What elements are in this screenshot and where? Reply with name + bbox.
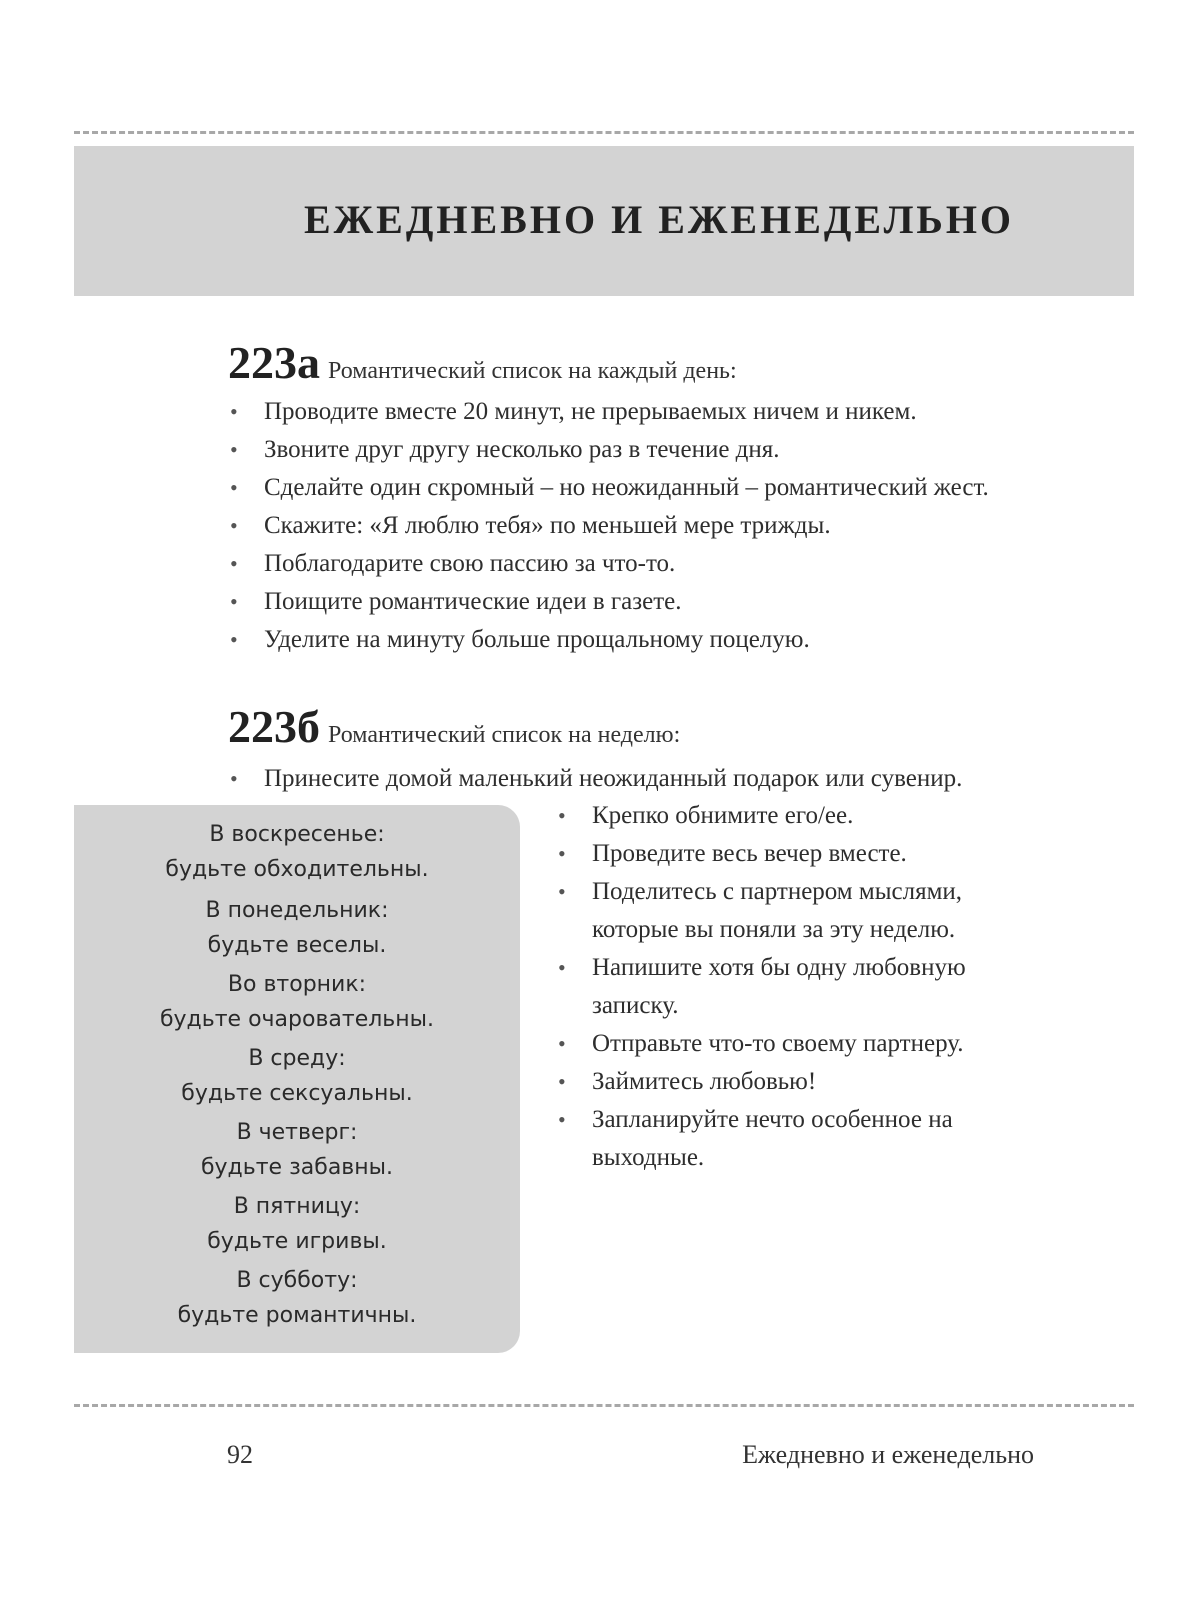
list-item: • Поищите романтические идеи в газете. [264,583,1044,621]
bullet-icon: • [558,879,566,904]
list-item: • Поблагодарите свою пассию за что-то. [264,545,1044,583]
sidebar-day-wednesday: В среду: будьте сексуальны. [181,1046,413,1106]
entry-b-number: 223б [228,701,320,752]
sidebar-day-saturday: В субботу: будьте романтичны. [177,1268,417,1328]
entry-a-number: 223а [228,337,320,388]
sidebar-day-thursday: В четверг: будьте забавны. [200,1120,394,1180]
bullet-icon: • [558,803,566,828]
daily-list [230,393,1044,659]
weekly-list-bottom [558,797,1032,1177]
entry-a-heading [228,336,737,389]
bullet-icon: • [558,1069,566,1094]
list-item: • Крепко обнимите его/ее. [592,797,1032,835]
weekday-sidebar [74,805,520,1353]
entry-b-heading [228,700,680,753]
bottom-dashed-rule [74,1404,1134,1407]
bullet-icon: • [558,1107,566,1132]
weekly-list-top [230,760,1044,798]
list-item: • Уделите на минуту больше прощальному поцелую. [264,621,1044,659]
list-item: • Напишите хотя бы одну любовную записку. [592,949,1032,1025]
sidebar-day-tuesday: Во вторник: будьте очаровательны. [159,972,435,1032]
bullet-icon: • [558,1031,566,1056]
list-item: • Проводите вместе 20 минут, не прерываемых ничем и никем. [264,393,1044,431]
list-item: • Займитесь любовью! [592,1063,1032,1101]
bullet-icon: • [230,589,238,614]
entry-a-lead: Романтический список на каждый день: [328,358,737,384]
list-item: • Принесите домой маленький неожиданный подарок или сувенир. [264,760,1044,798]
list-item: • Запланируйте нечто особенное на выходные. [592,1101,1032,1177]
sidebar-day-sunday: В воскресенье: будьте обходительны. [165,822,429,882]
bullet-icon: • [558,955,566,980]
list-item: • Скажите: «Я люблю тебя» по меньшей мере трижды. [264,507,1044,545]
bullet-icon: • [230,437,238,462]
list-item: • Сделайте один скромный – но неожиданный – романтический жест. [264,469,1044,507]
running-title: Ежедневно и еженедельно [742,1440,1034,1469]
entry-b-lead: Романтический список на неделю: [328,722,681,748]
bullet-icon: • [230,475,238,500]
sidebar-day-monday: В понедельник: будьте веселы. [205,898,389,958]
bullet-icon: • [230,399,238,424]
bullet-icon: • [230,513,238,538]
bullet-icon: • [558,841,566,866]
page-number: 92 [227,1440,253,1469]
list-item: • Звоните друг другу несколько раз в течение дня. [264,431,1044,469]
top-dashed-rule [74,131,1134,134]
chapter-banner [74,146,1134,296]
bullet-icon: • [230,766,238,791]
sidebar-day-friday: В пятницу: будьте игривы. [207,1194,387,1254]
list-item: • Поделитесь с партнером мыслями, которые вы поняли за эту неделю. [592,873,1032,949]
bullet-icon: • [230,551,238,576]
bullet-icon: • [230,627,238,652]
chapter-title: ЕЖЕДНЕВНО И ЕЖЕНЕДЕЛЬНО [303,197,1015,242]
list-item: • Проведите весь вечер вместе. [592,835,1032,873]
list-item: • Отправьте что-то своему партнеру. [592,1025,1032,1063]
